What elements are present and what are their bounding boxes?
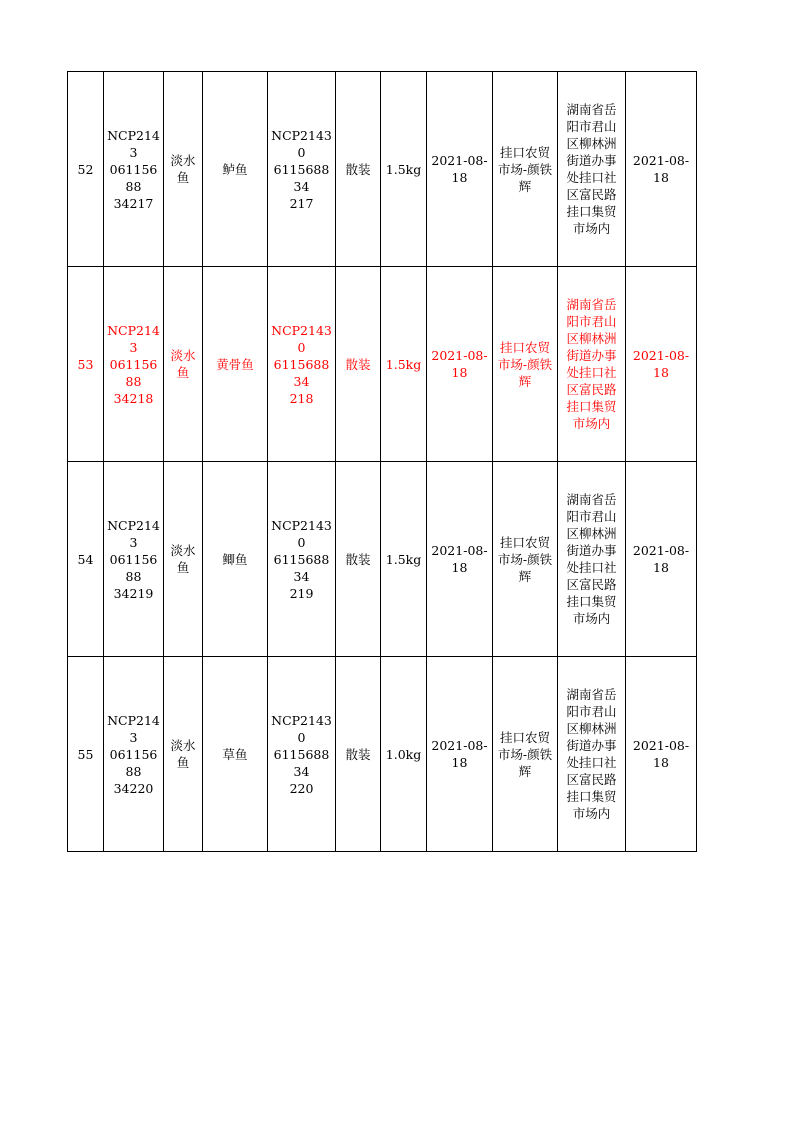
sampled-unit-cell: 挂口农贸 市场-颜铁 辉 [493, 657, 558, 852]
sample-no-cell: NCP2143 06115688 34217 [104, 72, 164, 267]
sampling-date-cell: 2021-08-18 [626, 267, 697, 462]
sampling-date-cell: 2021-08-18 [626, 462, 697, 657]
sampled-unit-cell: 挂口农贸 市场-颜铁 辉 [493, 72, 558, 267]
category-cell: 淡水 鱼 [164, 72, 203, 267]
address-cell: 湖南省岳 阳市君山 区柳林洲 街道办事 处挂口社 区富民路 挂口集贸 市场内 [558, 657, 626, 852]
seq-cell: 55 [68, 657, 104, 852]
production-date-cell: 2021-08- 18 [427, 462, 493, 657]
records-body [68, 72, 697, 852]
sampled-unit-cell: 挂口农贸 市场-颜铁 辉 [493, 267, 558, 462]
packaging-cell: 散装 [336, 267, 381, 462]
sampled-unit-cell: 挂口农贸 市场-颜铁 辉 [493, 462, 558, 657]
table-row [68, 462, 697, 657]
spec-cell: 1.5kg [381, 72, 427, 267]
table-row [68, 657, 697, 852]
seq-cell: 53 [68, 267, 104, 462]
sampling-date-cell: 2021-08-18 [626, 72, 697, 267]
spec-cell: 1.5kg [381, 267, 427, 462]
address-cell: 湖南省岳 阳市君山 区柳林洲 街道办事 处挂口社 区富民路 挂口集贸 市场内 [558, 267, 626, 462]
product-name-cell: 草鱼 [203, 657, 268, 852]
packaging-cell: 散装 [336, 657, 381, 852]
seq-cell: 54 [68, 462, 104, 657]
packaging-cell: 散装 [336, 462, 381, 657]
report-no-cell: NCP21430 611568834 220 [268, 657, 336, 852]
address-cell: 湖南省岳 阳市君山 区柳林洲 街道办事 处挂口社 区富民路 挂口集贸 市场内 [558, 72, 626, 267]
sampling-date-cell: 2021-08-18 [626, 657, 697, 852]
sample-no-cell: NCP2143 06115688 34219 [104, 462, 164, 657]
product-name-cell: 黄骨鱼 [203, 267, 268, 462]
table-row [68, 267, 697, 462]
product-name-cell: 鲫鱼 [203, 462, 268, 657]
category-cell: 淡水 鱼 [164, 267, 203, 462]
category-cell: 淡水 鱼 [164, 657, 203, 852]
production-date-cell: 2021-08- 18 [427, 267, 493, 462]
address-cell: 湖南省岳 阳市君山 区柳林洲 街道办事 处挂口社 区富民路 挂口集贸 市场内 [558, 462, 626, 657]
product-name-cell: 鲈鱼 [203, 72, 268, 267]
sample-no-cell: NCP2143 06115688 34220 [104, 657, 164, 852]
packaging-cell: 散装 [336, 72, 381, 267]
category-cell: 淡水 鱼 [164, 462, 203, 657]
seq-cell: 52 [68, 72, 104, 267]
records-table [67, 71, 697, 852]
report-no-cell: NCP21430 611568834 219 [268, 462, 336, 657]
table-row [68, 72, 697, 267]
production-date-cell: 2021-08- 18 [427, 72, 493, 267]
report-no-cell: NCP21430 611568834 218 [268, 267, 336, 462]
spec-cell: 1.0kg [381, 657, 427, 852]
report-no-cell: NCP21430 611568834 217 [268, 72, 336, 267]
production-date-cell: 2021-08- 18 [427, 657, 493, 852]
spec-cell: 1.5kg [381, 462, 427, 657]
sample-no-cell: NCP2143 06115688 34218 [104, 267, 164, 462]
